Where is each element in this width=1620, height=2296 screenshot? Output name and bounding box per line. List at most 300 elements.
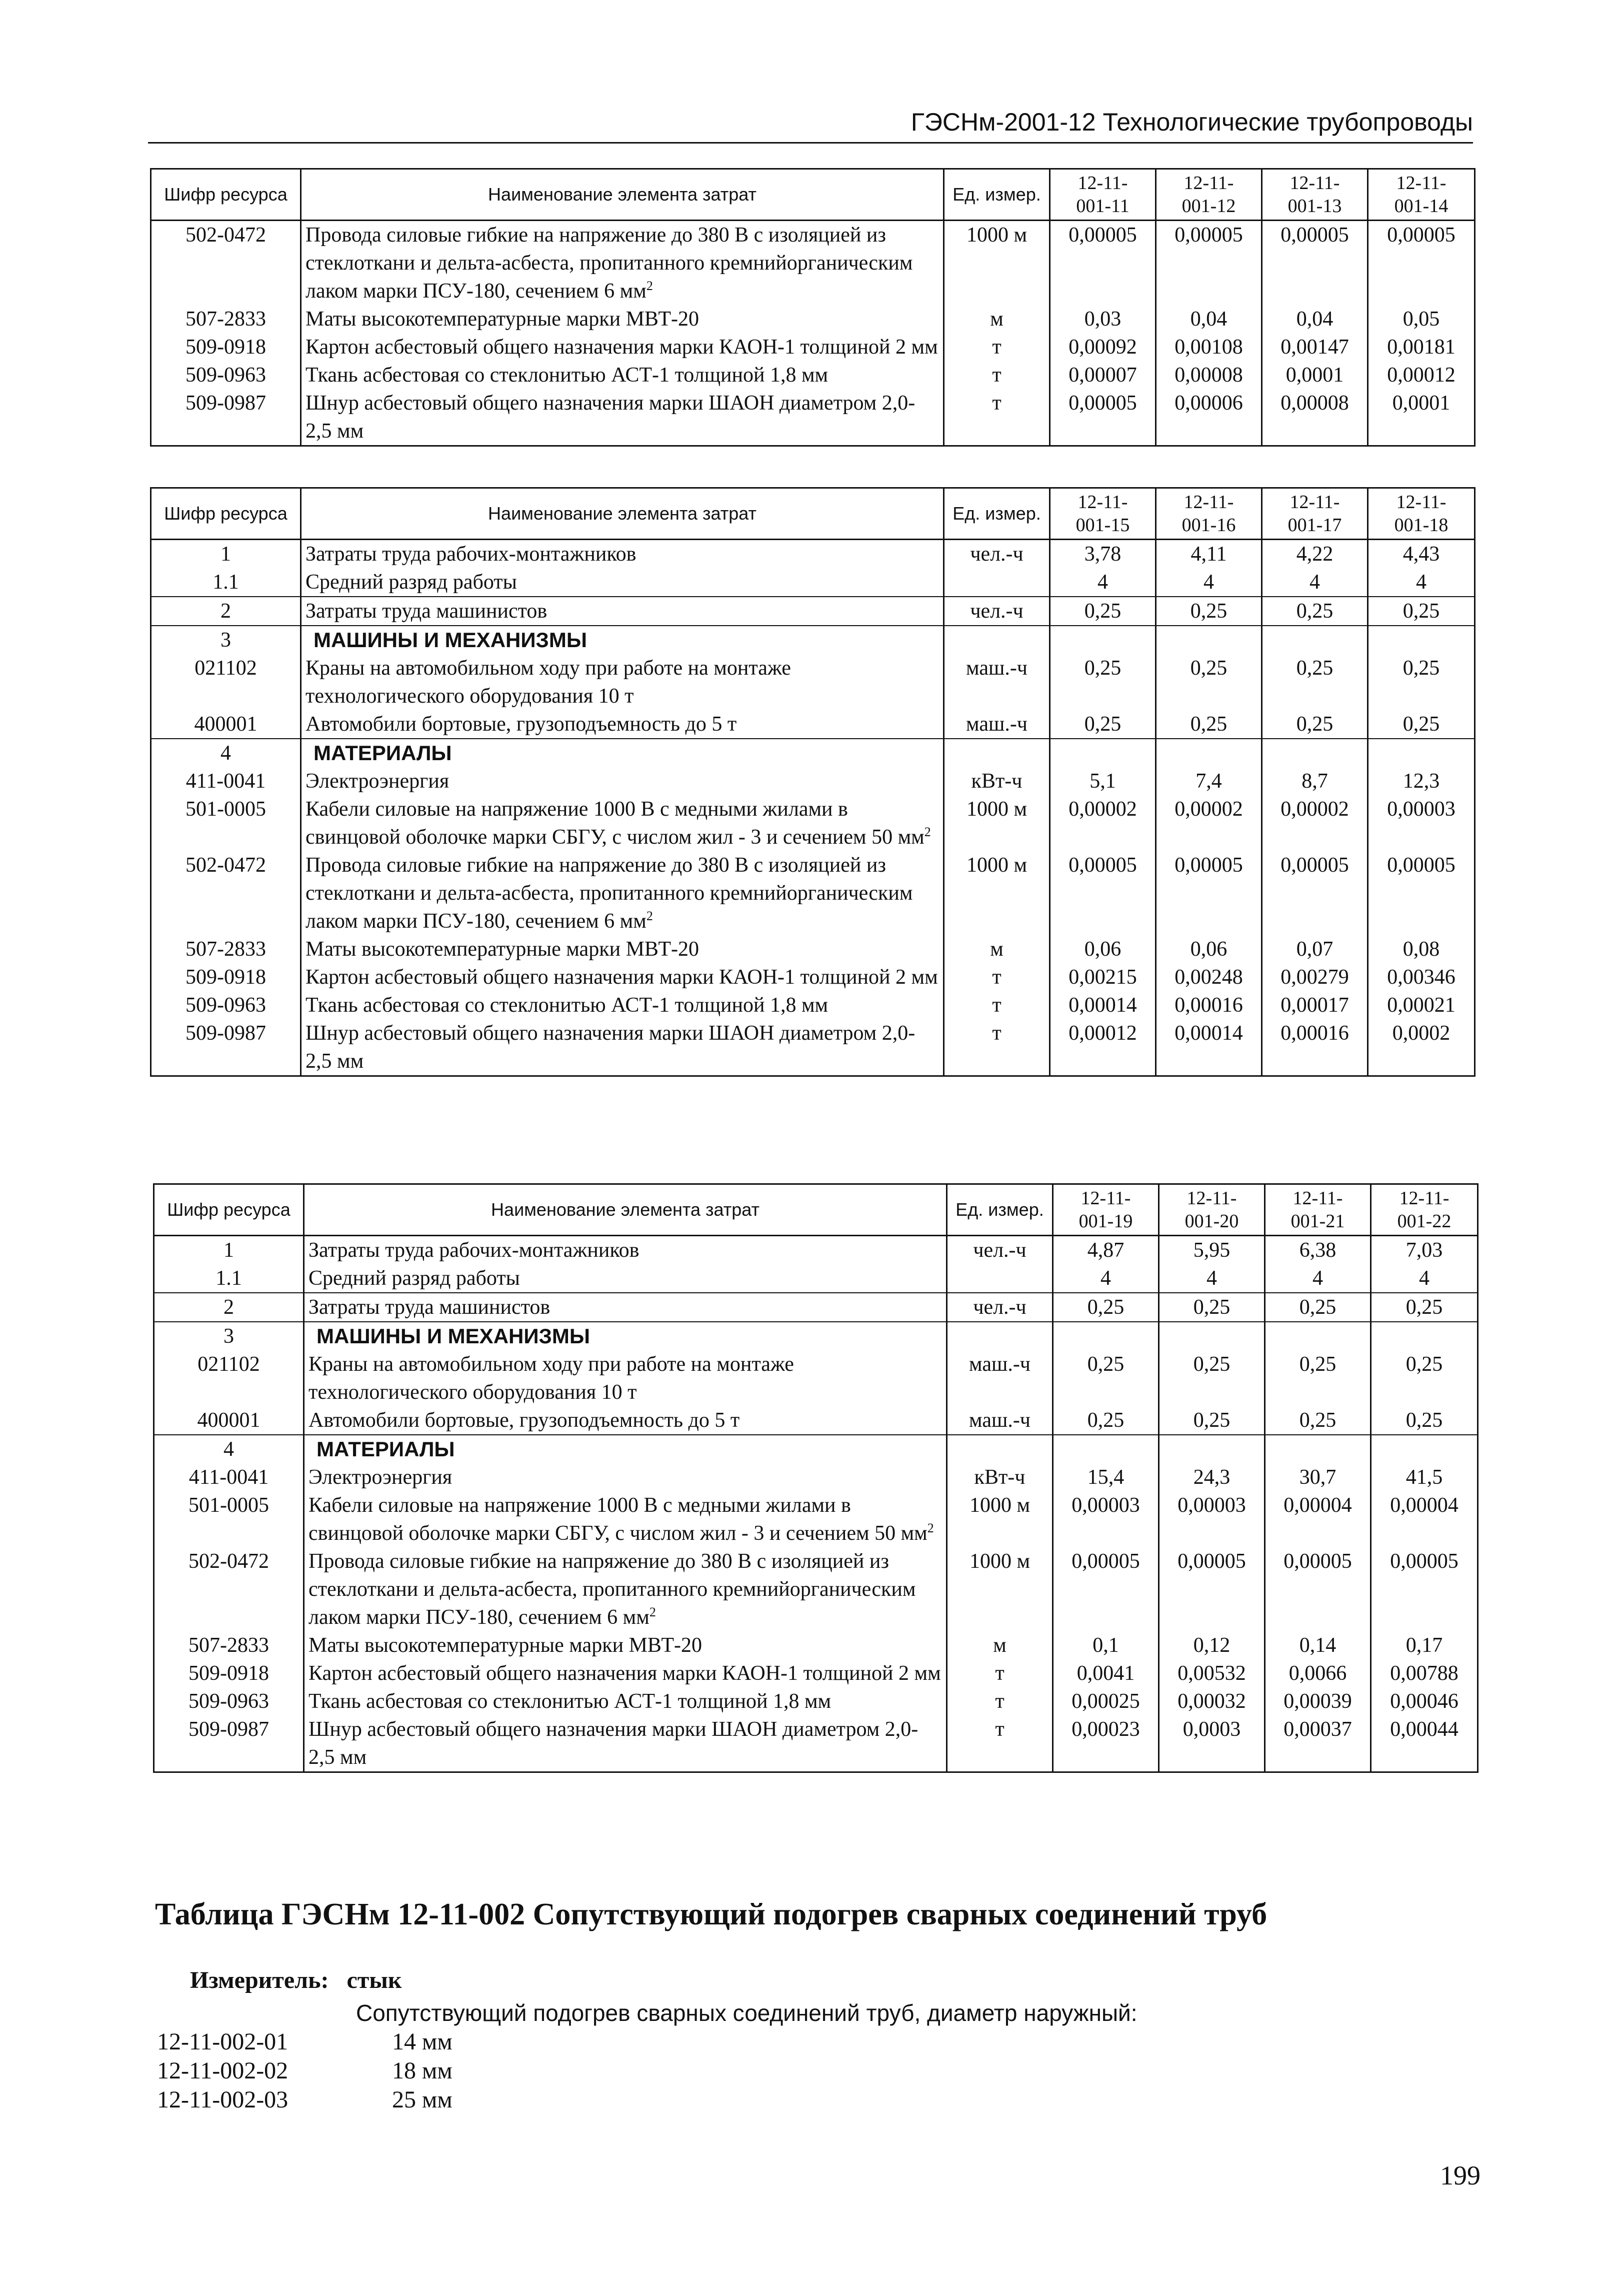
- resource-code: 509-0918: [151, 333, 301, 361]
- norm-value: [1050, 626, 1156, 654]
- norm-value: 0,00005: [1262, 221, 1368, 306]
- norm-value: 0,00003: [1368, 795, 1475, 851]
- norm-item-code: 12-11-002-02: [157, 2057, 288, 2084]
- resource-table-2: [150, 487, 1476, 1077]
- unit: 1000 м: [944, 795, 1050, 851]
- norm-value: 0,0002: [1368, 1019, 1475, 1076]
- norm-value: [1368, 626, 1475, 654]
- header-norm-code: 12-11- 001-11: [1050, 169, 1156, 221]
- unit: м: [944, 935, 1050, 963]
- norm-value: 0,00005: [1159, 1547, 1265, 1631]
- unit: маш.-ч: [947, 1406, 1053, 1435]
- norm-value: 0,00248: [1156, 963, 1262, 991]
- meter-label: Измеритель:: [190, 1967, 329, 1993]
- norm-value: 0,00037: [1265, 1715, 1371, 1772]
- norm-value: 0,00025: [1053, 1687, 1159, 1715]
- norm-value: 0,25: [1371, 1350, 1478, 1406]
- norm-value: 0,25: [1262, 654, 1368, 710]
- norm-item-diameter: 18 мм: [392, 2057, 452, 2084]
- element-name: МАТЕРИАЛЫ: [304, 1435, 947, 1463]
- header-resource-code: Шифр ресурса: [151, 169, 301, 221]
- element-name: Картон асбестовый общего назначения марки КАОН-1 толщиной 2 мм: [301, 963, 944, 991]
- norm-value: 0,25: [1053, 1406, 1159, 1435]
- element-name: Провода силовые гибкие на напряжение до 380 В с изоляцией из стеклоткани и дельта-асбеста, пропитанного кремнийорганическим лаком марки ПСУ-180, сечением 6 $мм^2$: [304, 1547, 947, 1631]
- resource-code: 502-0472: [154, 1547, 304, 1631]
- norm-value: 0,25: [1265, 1406, 1371, 1435]
- element-name: Затраты труда машинистов: [301, 597, 944, 626]
- norm-value: 0,00021: [1368, 991, 1475, 1019]
- norm-item: [157, 2056, 452, 2085]
- resource-code: 3: [154, 1322, 304, 1350]
- unit: т: [947, 1687, 1053, 1715]
- table-header-row: [151, 488, 1475, 540]
- norm-code-list: [157, 2027, 452, 2114]
- norm-value: 7,03: [1371, 1236, 1478, 1265]
- element-name: МАШИНЫ И МЕХАНИЗМЫ: [301, 626, 944, 654]
- table-row: [151, 963, 1475, 991]
- norm-value: 0,00003: [1053, 1491, 1159, 1547]
- table-row: [151, 361, 1475, 389]
- resource-code: 509-0963: [151, 991, 301, 1019]
- norm-item-diameter: 14 мм: [392, 2028, 452, 2055]
- header-norm-code: 12-11- 001-19: [1053, 1184, 1159, 1236]
- unit: [947, 1264, 1053, 1293]
- norm-value: 0,25: [1368, 597, 1475, 626]
- norm-value: 0,00012: [1050, 1019, 1156, 1076]
- norm-value: 0,06: [1156, 935, 1262, 963]
- table-row: [154, 1236, 1478, 1265]
- norm-value: 4: [1050, 568, 1156, 597]
- norm-value: [1262, 626, 1368, 654]
- norm-value: 0,25: [1156, 597, 1262, 626]
- header-unit: Ед. измер.: [944, 488, 1050, 540]
- resource-code: 4: [154, 1435, 304, 1463]
- norm-value: 0,00044: [1371, 1715, 1478, 1772]
- table-row: [151, 767, 1475, 795]
- resource-code: 501-0005: [154, 1491, 304, 1547]
- unit: 1000 м: [947, 1491, 1053, 1547]
- norm-value: 0,00005: [1053, 1547, 1159, 1631]
- norm-value: 0,25: [1368, 710, 1475, 739]
- norm-value: 0,00046: [1371, 1687, 1478, 1715]
- unit: т: [944, 963, 1050, 991]
- element-name: Автомобили бортовые, грузоподъемность до 5 т: [301, 710, 944, 739]
- norm-value: 0,00002: [1050, 795, 1156, 851]
- resource-table-3: [153, 1183, 1478, 1773]
- norm-value: [1371, 1435, 1478, 1463]
- norm-value: 0,00005: [1368, 851, 1475, 935]
- resource-code: 411-0041: [151, 767, 301, 795]
- norm-value: [1159, 1322, 1265, 1350]
- header-rule: [148, 142, 1473, 144]
- table-row: [154, 1491, 1478, 1547]
- norm-value: 8,7: [1262, 767, 1368, 795]
- norm-value: 0,00092: [1050, 333, 1156, 361]
- norm-value: 0,00007: [1050, 361, 1156, 389]
- resource-code: 1.1: [154, 1264, 304, 1293]
- header-unit: Ед. измер.: [944, 169, 1050, 221]
- norm-value: 0,14: [1265, 1631, 1371, 1659]
- resource-code: 509-0918: [154, 1659, 304, 1687]
- norm-value: 30,7: [1265, 1463, 1371, 1491]
- element-name: Картон асбестовый общего назначения марки КАОН-1 толщиной 2 мм: [301, 333, 944, 361]
- norm-value: 0,04: [1262, 305, 1368, 333]
- unit: м: [944, 305, 1050, 333]
- page-number: 199: [1440, 2160, 1480, 2190]
- table-row: [151, 221, 1475, 306]
- norm-value: 0,07: [1262, 935, 1368, 963]
- norm-value: 0,00005: [1156, 221, 1262, 306]
- norm-value: 0,00532: [1159, 1659, 1265, 1687]
- norm-value: 0,00005: [1050, 221, 1156, 306]
- resource-code: 502-0472: [151, 851, 301, 935]
- header-norm-code: 12-11- 001-15: [1050, 488, 1156, 540]
- norm-value: 5,95: [1159, 1236, 1265, 1265]
- resource-code: 1.1: [151, 568, 301, 597]
- header-element-name: Наименование элемента затрат: [304, 1184, 947, 1236]
- table-row: [154, 1463, 1478, 1491]
- norm-value: [1050, 739, 1156, 767]
- norm-value: 24,3: [1159, 1463, 1265, 1491]
- norm-value: [1371, 1322, 1478, 1350]
- table-row: [154, 1264, 1478, 1293]
- resource-code: 2: [151, 597, 301, 626]
- unit: т: [947, 1715, 1053, 1772]
- norm-value: 0,00279: [1262, 963, 1368, 991]
- resource-code: 509-0918: [151, 963, 301, 991]
- norm-value: 0,25: [1262, 597, 1368, 626]
- resource-table-1: [150, 168, 1476, 447]
- table-row: [154, 1715, 1478, 1772]
- norm-item-diameter: 25 мм: [392, 2086, 452, 2113]
- norm-value: 0,00147: [1262, 333, 1368, 361]
- unit: чел.-ч: [944, 540, 1050, 569]
- unit: чел.-ч: [947, 1236, 1053, 1265]
- norm-value: [1156, 626, 1262, 654]
- resource-code: 509-0963: [154, 1687, 304, 1715]
- element-name: Электроэнергия: [301, 767, 944, 795]
- norm-value: 0,0001: [1368, 389, 1475, 446]
- norm-value: 0,25: [1050, 654, 1156, 710]
- resource-code: 507-2833: [154, 1631, 304, 1659]
- header-norm-code: 12-11- 001-14: [1368, 169, 1475, 221]
- header-norm-code: 12-11- 001-20: [1159, 1184, 1265, 1236]
- norm-value: 0,00005: [1265, 1547, 1371, 1631]
- norm-value: 0,00005: [1050, 389, 1156, 446]
- resource-code: 502-0472: [151, 221, 301, 306]
- norm-value: [1368, 739, 1475, 767]
- norm-value: [1156, 739, 1262, 767]
- header-norm-code: 12-11- 001-18: [1368, 488, 1475, 540]
- header-norm-code: 12-11- 001-21: [1265, 1184, 1371, 1236]
- norm-value: 0,05: [1368, 305, 1475, 333]
- resource-code: 509-0987: [151, 389, 301, 446]
- unit: маш.-ч: [944, 654, 1050, 710]
- element-name: Шнур асбестовый общего назначения марки ШАОН диаметром 2,0-2,5 мм: [304, 1715, 947, 1772]
- norm-value: 0,00788: [1371, 1659, 1478, 1687]
- norm-value: 4: [1371, 1264, 1478, 1293]
- norm-value: 0,25: [1265, 1350, 1371, 1406]
- norm-value: 0,00346: [1368, 963, 1475, 991]
- norm-value: 3,78: [1050, 540, 1156, 569]
- norm-value: 0,00012: [1368, 361, 1475, 389]
- element-name: МАШИНЫ И МЕХАНИЗМЫ: [304, 1322, 947, 1350]
- norm-value: [1159, 1435, 1265, 1463]
- norm-value: 0,25: [1265, 1293, 1371, 1322]
- element-name: Шнур асбестовый общего назначения марки ШАОН диаметром 2,0-2,5 мм: [301, 1019, 944, 1076]
- element-name: Краны на автомобильном ходу при работе на монтаже технологического оборудования 10 т: [304, 1350, 947, 1406]
- resource-code: 1: [154, 1236, 304, 1265]
- section-row: [154, 1322, 1478, 1350]
- table-row: [151, 795, 1475, 851]
- norm-value: 0,00005: [1368, 221, 1475, 306]
- norm-value: 0,00005: [1262, 851, 1368, 935]
- unit: 1000 м: [944, 221, 1050, 306]
- norm-value: 0,25: [1159, 1293, 1265, 1322]
- unit: маш.-ч: [947, 1350, 1053, 1406]
- table-header-row: [154, 1184, 1478, 1236]
- norm-value: 0,25: [1156, 654, 1262, 710]
- resource-code: 400001: [151, 710, 301, 739]
- unit: т: [944, 991, 1050, 1019]
- unit: чел.-ч: [944, 597, 1050, 626]
- norm-value: 0,0066: [1265, 1659, 1371, 1687]
- element-name: МАТЕРИАЛЫ: [301, 739, 944, 767]
- norm-value: [1262, 739, 1368, 767]
- norm-item-code: 12-11-002-01: [157, 2028, 288, 2055]
- table-row: [151, 389, 1475, 446]
- norm-value: 0,00003: [1159, 1491, 1265, 1547]
- element-name: Электроэнергия: [304, 1463, 947, 1491]
- header-element-name: Наименование элемента затрат: [301, 169, 944, 221]
- resource-code: 501-0005: [151, 795, 301, 851]
- norm-value: 0,25: [1053, 1350, 1159, 1406]
- norm-item-code: 12-11-002-03: [157, 2086, 288, 2113]
- norm-value: 0,00006: [1156, 389, 1262, 446]
- norm-value: 0,03: [1050, 305, 1156, 333]
- norm-value: 0,25: [1159, 1406, 1265, 1435]
- element-name: Кабели силовые на напряжение 1000 В с медными жилами в свинцовой оболочке марки СБГУ, с числом жил - 3 и сечением 50 $мм^2$: [304, 1491, 947, 1547]
- unit: [947, 1435, 1053, 1463]
- norm-value: [1053, 1322, 1159, 1350]
- unit: [947, 1322, 1053, 1350]
- norm-value: 7,4: [1156, 767, 1262, 795]
- norm-value: 0,00014: [1050, 991, 1156, 1019]
- norm-value: 0,25: [1371, 1293, 1478, 1322]
- table-row: [151, 305, 1475, 333]
- element-name: Автомобили бортовые, грузоподъемность до 5 т: [304, 1406, 947, 1435]
- norm-value: 0,0001: [1262, 361, 1368, 389]
- element-name: Средний разряд работы: [304, 1264, 947, 1293]
- resource-code: 4: [151, 739, 301, 767]
- norm-value: 4: [1053, 1264, 1159, 1293]
- section-row: [151, 739, 1475, 767]
- norm-item: [157, 2027, 452, 2056]
- norm-value: 0,25: [1156, 710, 1262, 739]
- unit: т: [944, 1019, 1050, 1076]
- norm-value: 0,00181: [1368, 333, 1475, 361]
- header-resource-code: Шифр ресурса: [151, 488, 301, 540]
- unit: 1000 м: [947, 1547, 1053, 1631]
- unit: [944, 568, 1050, 597]
- norm-value: 0,00004: [1371, 1491, 1478, 1547]
- running-header: ГЭСНм-2001-12 Технологические трубопроводы: [910, 108, 1473, 136]
- norm-value: 0,25: [1368, 654, 1475, 710]
- norm-value: 4,87: [1053, 1236, 1159, 1265]
- resource-code: 400001: [154, 1406, 304, 1435]
- norm-value: 0,25: [1159, 1350, 1265, 1406]
- norm-value: 4: [1368, 568, 1475, 597]
- norm-value: 4: [1262, 568, 1368, 597]
- norm-value: 0,00017: [1262, 991, 1368, 1019]
- section-row: [154, 1435, 1478, 1463]
- table-description: Сопутствующий подогрев сварных соединений труб, диаметр наружный:: [356, 2000, 1138, 2026]
- header-norm-code: 12-11- 001-22: [1371, 1184, 1478, 1236]
- unit: т: [944, 389, 1050, 446]
- table-row: [151, 1019, 1475, 1076]
- resource-code: 021102: [151, 654, 301, 710]
- element-name: Краны на автомобильном ходу при работе на монтаже технологического оборудования 10 т: [301, 654, 944, 710]
- norm-value: 0,00032: [1159, 1687, 1265, 1715]
- norm-value: 0,06: [1050, 935, 1156, 963]
- unit: т: [947, 1659, 1053, 1687]
- norm-value: [1053, 1435, 1159, 1463]
- table-header-row: [151, 169, 1475, 221]
- header-norm-code: 12-11- 001-16: [1156, 488, 1262, 540]
- table-row: [151, 851, 1475, 935]
- table-row: [151, 333, 1475, 361]
- norm-value: 0,0041: [1053, 1659, 1159, 1687]
- unit: 1000 м: [944, 851, 1050, 935]
- header-norm-code: 12-11- 001-13: [1262, 169, 1368, 221]
- element-name: Кабели силовые на напряжение 1000 В с медными жилами в свинцовой оболочке марки СБГУ, с числом жил - 3 и сечением 50 $мм^2$: [301, 795, 944, 851]
- header-norm-code: 12-11- 001-12: [1156, 169, 1262, 221]
- resource-code: 509-0987: [151, 1019, 301, 1076]
- norm-value: 0,25: [1371, 1406, 1478, 1435]
- norm-value: 0,00004: [1265, 1491, 1371, 1547]
- table-row: [154, 1293, 1478, 1322]
- norm-value: 0,00108: [1156, 333, 1262, 361]
- norm-value: 0,08: [1368, 935, 1475, 963]
- element-name: Маты высокотемпературные марки МВТ-20: [301, 935, 944, 963]
- unit: [944, 626, 1050, 654]
- norm-value: [1265, 1435, 1371, 1463]
- norm-value: 0,00008: [1262, 389, 1368, 446]
- norm-value: 0,25: [1050, 710, 1156, 739]
- element-name: Ткань асбестовая со стеклонитью АСТ-1 толщиной 1,8 мм: [304, 1687, 947, 1715]
- element-name: Затраты труда машинистов: [304, 1293, 947, 1322]
- meter-line: [190, 1965, 402, 1995]
- resource-code: 021102: [154, 1350, 304, 1406]
- element-name: Провода силовые гибкие на напряжение до 380 В с изоляцией из стеклоткани и дельта-асбеста, пропитанного кремнийорганическим лаком марки ПСУ-180, сечением 6 $мм^2$: [301, 851, 944, 935]
- element-name: Шнур асбестовый общего назначения марки ШАОН диаметром 2,0-2,5 мм: [301, 389, 944, 446]
- norm-value: 4,43: [1368, 540, 1475, 569]
- norm-value: 0,1: [1053, 1631, 1159, 1659]
- header-element-name: Наименование элемента затрат: [301, 488, 944, 540]
- norm-value: 0,00016: [1262, 1019, 1368, 1076]
- unit: чел.-ч: [947, 1293, 1053, 1322]
- meter-value: стык: [346, 1967, 402, 1993]
- table-row: [154, 1547, 1478, 1631]
- norm-value: 5,1: [1050, 767, 1156, 795]
- norm-value: 6,38: [1265, 1236, 1371, 1265]
- table-row: [154, 1350, 1478, 1406]
- norm-value: 0,00039: [1265, 1687, 1371, 1715]
- norm-value: 0,25: [1262, 710, 1368, 739]
- norm-value: 0,00215: [1050, 963, 1156, 991]
- norm-value: 0,12: [1159, 1631, 1265, 1659]
- norm-value: 0,00016: [1156, 991, 1262, 1019]
- table-row: [151, 710, 1475, 739]
- norm-value: 4,22: [1262, 540, 1368, 569]
- norm-value: 0,04: [1156, 305, 1262, 333]
- element-name: Ткань асбестовая со стеклонитью АСТ-1 толщиной 1,8 мм: [301, 361, 944, 389]
- norm-value: 4: [1159, 1264, 1265, 1293]
- norm-value: 41,5: [1371, 1463, 1478, 1491]
- norm-value: 0,25: [1053, 1293, 1159, 1322]
- resource-code: 3: [151, 626, 301, 654]
- element-name: Маты высокотемпературные марки МВТ-20: [304, 1631, 947, 1659]
- unit: [944, 739, 1050, 767]
- table-row: [151, 568, 1475, 597]
- element-name: Провода силовые гибкие на напряжение до 380 В с изоляцией из стеклоткани и дельта-асбеста, пропитанного кремнийорганическим лаком марки ПСУ-180, сечением 6 $мм^2$: [301, 221, 944, 306]
- table-row: [154, 1687, 1478, 1715]
- table-row: [154, 1659, 1478, 1687]
- norm-value: 0,00005: [1050, 851, 1156, 935]
- element-name: Маты высокотемпературные марки МВТ-20: [301, 305, 944, 333]
- norm-value: 4: [1265, 1264, 1371, 1293]
- section-row: [151, 626, 1475, 654]
- unit: маш.-ч: [944, 710, 1050, 739]
- norm-value: 4: [1156, 568, 1262, 597]
- resource-code: 509-0963: [151, 361, 301, 389]
- resource-code: 507-2833: [151, 305, 301, 333]
- element-name: Затраты труда рабочих-монтажников: [301, 540, 944, 569]
- header-unit: Ед. измер.: [947, 1184, 1053, 1236]
- table-row: [154, 1631, 1478, 1659]
- norm-value: 0,25: [1050, 597, 1156, 626]
- resource-code: 411-0041: [154, 1463, 304, 1491]
- resource-code: 509-0987: [154, 1715, 304, 1772]
- norm-value: 0,00005: [1371, 1547, 1478, 1631]
- resource-code: 2: [154, 1293, 304, 1322]
- element-name: Затраты труда рабочих-монтажников: [304, 1236, 947, 1265]
- norm-value: 0,00008: [1156, 361, 1262, 389]
- norm-value: 0,00002: [1262, 795, 1368, 851]
- resource-code: 1: [151, 540, 301, 569]
- table-row: [151, 935, 1475, 963]
- norm-value: 0,00005: [1156, 851, 1262, 935]
- element-name: Ткань асбестовая со стеклонитью АСТ-1 толщиной 1,8 мм: [301, 991, 944, 1019]
- header-resource-code: Шифр ресурса: [154, 1184, 304, 1236]
- header-norm-code: 12-11- 001-17: [1262, 488, 1368, 540]
- norm-value: 0,00002: [1156, 795, 1262, 851]
- element-name: Средний разряд работы: [301, 568, 944, 597]
- norm-value: 0,17: [1371, 1631, 1478, 1659]
- table-row: [151, 654, 1475, 710]
- unit: кВт-ч: [944, 767, 1050, 795]
- norm-value: 12,3: [1368, 767, 1475, 795]
- norm-value: [1265, 1322, 1371, 1350]
- norm-value: 4,11: [1156, 540, 1262, 569]
- unit: т: [944, 361, 1050, 389]
- table-row: [151, 597, 1475, 626]
- unit: т: [944, 333, 1050, 361]
- unit: м: [947, 1631, 1053, 1659]
- table-row: [154, 1406, 1478, 1435]
- unit: кВт-ч: [947, 1463, 1053, 1491]
- element-name: Картон асбестовый общего назначения марки КАОН-1 толщиной 2 мм: [304, 1659, 947, 1687]
